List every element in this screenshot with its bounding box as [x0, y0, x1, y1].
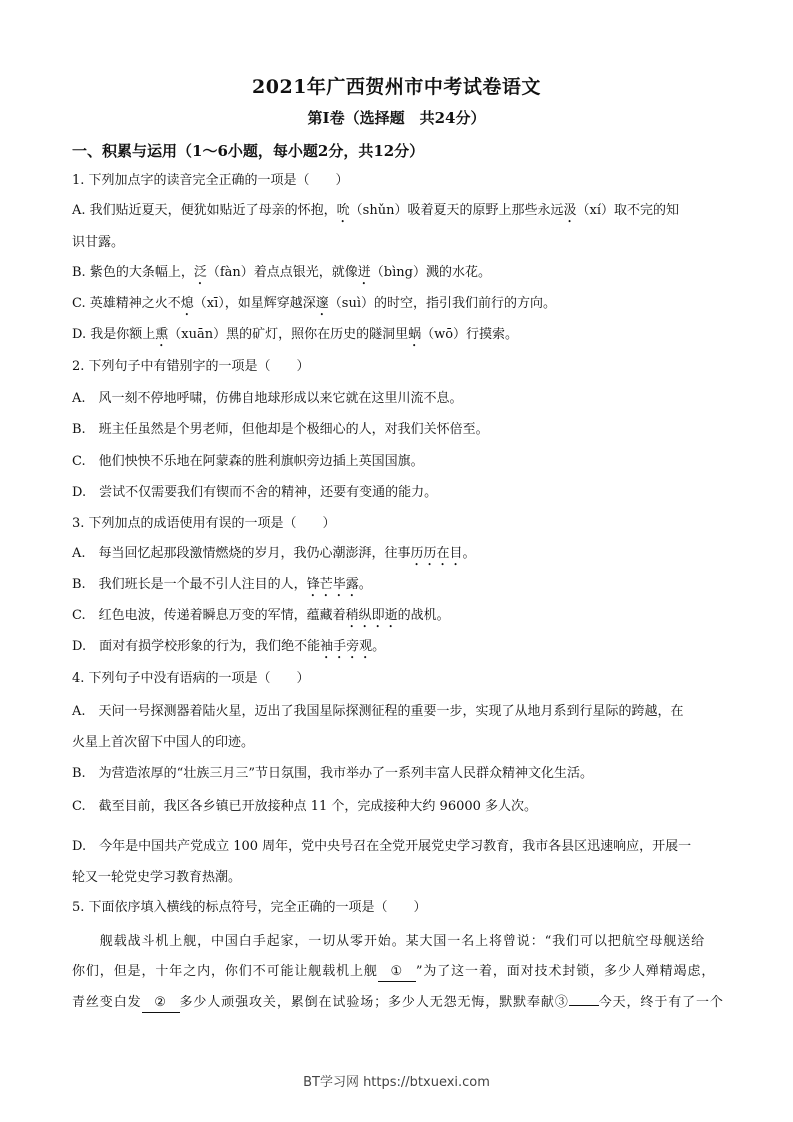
question-1-option-d: D. 我是你额上熏（xuān）黑的矿灯，照你在历史的隧洞里蜗（wō）行摸索。	[72, 327, 519, 342]
section-title: 一、积累与运用（1～6小题，每小题2分，共12分）	[72, 142, 425, 160]
passage-line-2: 你们，但是，十年之内，你们不可能让舰载机上舰 ① ”为了这一着，面对技术封锁，多少人殚精竭虑，	[72, 963, 724, 982]
question-5-stem: 5. 下面依序填入横线的标点符号，完全正确的一项是（ ）	[72, 900, 427, 915]
question-3-option-d: D. 面对有损学校形象的行为，我们绝不能袖手旁观。	[72, 639, 386, 654]
passage-line-3: 青丝变白发 ② 多少人顽强攻关，累倒在试验场；多少人无怨无悔，默默奉献③ 今天，终于有了一个	[72, 994, 724, 1013]
dotted-char: 泛	[193, 265, 207, 280]
question-1-option-a-cont: 识甘露。	[72, 235, 125, 250]
passage-line-1: 舰载战斗机上舰，中国白手起家，一切从零开始。某大国一名上将曾说：“我们可以把航空母舰送给	[72, 934, 706, 949]
question-2-option-c: C. 他们怏怏不乐地在阿蒙森的胜利旗帜旁边插上英国国旗。	[72, 454, 424, 469]
question-2-option-b: B. 班主任虽然是个男老师，但他却是个极细心的人，对我们关怀倍至。	[72, 422, 489, 437]
question-3-option-a: A. 每当回忆起那段激情燃烧的岁月，我仍心潮澎湃，往事历历在目。	[72, 546, 476, 561]
dotted-char: 迸	[357, 265, 371, 280]
question-4-option-a-cont: 火星上首次留下中国人的印迹。	[72, 735, 255, 750]
question-4-option-d: D. 今年是中国共产党成立 100 周年，党中央号召在全党开展党史学习教育，我市各县区迅速响应，开展一	[72, 839, 692, 854]
dotted-char: 蜗	[408, 327, 422, 342]
question-2-stem: 2. 下列句子中有错别字的一项是（ ）	[72, 359, 310, 374]
blank-1: ①	[378, 963, 416, 982]
blank-3	[569, 1005, 599, 1006]
question-2-option-a: A. 风一刻不停地呼啸，仿佛自地球形成以来它就在这里川流不息。	[72, 391, 463, 406]
question-1-stem: 1. 下列加点字的读音完全正确的一项是（ ）	[72, 173, 349, 188]
question-4-option-d-cont: 轮又一轮党史学习教育热潮。	[72, 870, 242, 885]
dotted-char: 吮	[336, 203, 350, 218]
question-1-option-b: B. 紫色的大条幅上，泛（fàn）着点点银光，就像迸（bìng）溅的水花。	[72, 265, 491, 280]
footer-watermark: BT学习网 https://btxuexi.com	[303, 1075, 490, 1090]
question-3-option-b: B. 我们班长是一个最不引人注目的人，锋芒毕露。	[72, 577, 372, 592]
question-4-option-a: A. 天问一号探测器着陆火星，迈出了我国星际探测征程的重要一步，实现了从地月系到行星际的跨越，在	[72, 704, 684, 719]
dotted-char: 熄	[180, 296, 194, 311]
dotted-idiom: 历历在目	[410, 546, 463, 561]
dotted-char: 汲	[563, 203, 577, 218]
question-1-option-c: C. 英雄精神之火不熄（xī），如星辉穿越深邃（suì）的时空，指引我们前行的方向。	[72, 296, 556, 311]
question-1-option-a: A. 我们贴近夏天，便犹如贴近了母亲的怀抱，吮（shǔn）吸着夏天的原野上那些永远汲（xí）取不完的知	[72, 203, 679, 218]
question-4-stem: 4. 下列句子中没有语病的一项是（ ）	[72, 671, 310, 686]
dotted-idiom: 稍纵即逝	[345, 608, 398, 623]
dotted-char: 邃	[315, 296, 329, 311]
question-3-stem: 3. 下列加点的成语使用有误的一项是（ ）	[72, 516, 336, 531]
page-title: 2021年广西贺州市中考试卷语文	[252, 76, 541, 98]
dotted-idiom: 袖手旁观	[320, 639, 373, 654]
question-4-option-b: B. 为营造浓厚的“壮族三月三”节日氛围，我市举办了一系列丰富人民群众精神文化生活。	[72, 766, 593, 781]
blank-2: ②	[142, 994, 180, 1013]
dotted-char: 熏	[155, 327, 169, 342]
dotted-idiom: 锋芒毕露	[306, 577, 359, 592]
question-3-option-c: C. 红色电波，传递着瞬息万变的军情，蕴藏着稍纵即逝的战机。	[72, 608, 450, 623]
question-2-option-d: D. 尝试不仅需要我们有锲而不舍的精神，还要有变通的能力。	[72, 485, 438, 500]
question-4-option-c: C. 截至目前，我区各乡镇已开放接种点 11 个，完成接种大约 96000 多人次。	[72, 799, 538, 814]
part-title: 第Ⅰ卷（选择题 共24分）	[307, 109, 486, 127]
